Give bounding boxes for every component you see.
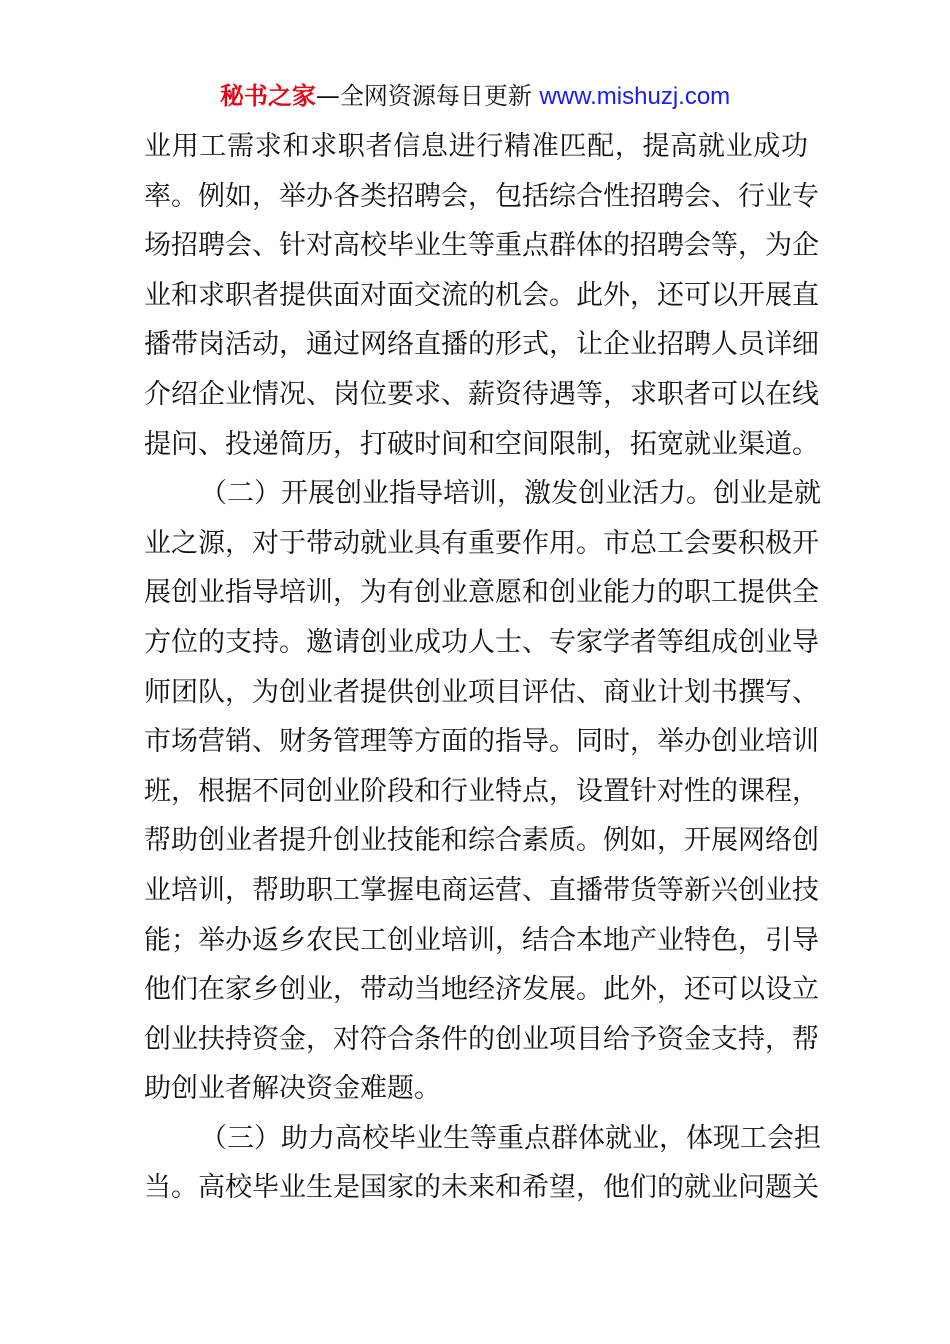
text-line: 率。例如，举办各类招聘会，包括综合性招聘会、行业专 <box>144 180 819 212</box>
text-line: 市场营销、财务管理等方面的指导。同时，举办创业培训 <box>144 726 819 758</box>
section-heading-line: （二）开展创业指导培训，激发创业活力。创业是就 <box>200 478 821 510</box>
text-line: 业和求职者提供面对面交流的机会。此外，还可以开展直 <box>144 279 819 311</box>
text-line: 班，根据不同创业阶段和行业特点，设置针对性的课程， <box>144 775 819 807</box>
site-header <box>0 80 950 113</box>
site-brand: 秘书之家 <box>219 82 316 110</box>
text-line: 提问、投递简历，打破时间和空间限制，拓宽就业渠道。 <box>144 428 819 460</box>
text-line: 展创业指导培训，为有创业意愿和创业能力的职工提供全 <box>144 577 819 609</box>
section-heading-line: （三）助力高校毕业生等重点群体就业，体现工会担 <box>200 1122 821 1154</box>
site-tagline: —全网资源每日更新 <box>315 82 532 110</box>
text-line: 能；举办返乡农民工创业培训，结合本地产业特色，引导 <box>144 924 819 956</box>
text-line: 当。高校毕业生是国家的未来和希望，他们的就业问题关 <box>144 1172 819 1204</box>
text-line: 播带岗活动，通过网络直播的形式，让企业招聘人员详细 <box>144 329 819 361</box>
text-line: 助创业者解决资金难题。 <box>144 1073 441 1105</box>
text-line: 介绍企业情况、岗位要求、薪资待遇等，求职者可以在线 <box>144 378 819 410</box>
text-line: 业之源，对于带动就业具有重要作用。市总工会要积极开 <box>144 527 819 559</box>
text-line: 业培训，帮助职工掌握电商运营、直播带货等新兴创业技 <box>144 874 819 906</box>
text-line: 他们在家乡创业，带动当地经济发展。此外，还可以设立 <box>144 974 819 1006</box>
text-line: 场招聘会、针对高校毕业生等重点群体的招聘会等，为企 <box>144 230 819 262</box>
document-body <box>144 122 821 1213</box>
text-line: 方位的支持。邀请创业成功人士、专家学者等组成创业导 <box>144 626 819 658</box>
text-line: 创业扶持资金，对符合条件的创业项目给予资金支持，帮 <box>144 1023 819 1055</box>
site-url-link[interactable]: www.mishuzj.com <box>539 83 731 110</box>
text-line: 业用工需求和求职者信息进行精准匹配，提高就业成功 <box>144 131 808 162</box>
text-line: 师团队，为创业者提供创业项目评估、商业计划书撰写、 <box>144 676 819 708</box>
text-line: 帮助创业者提升创业技能和综合素质。例如，开展网络创 <box>144 825 819 857</box>
